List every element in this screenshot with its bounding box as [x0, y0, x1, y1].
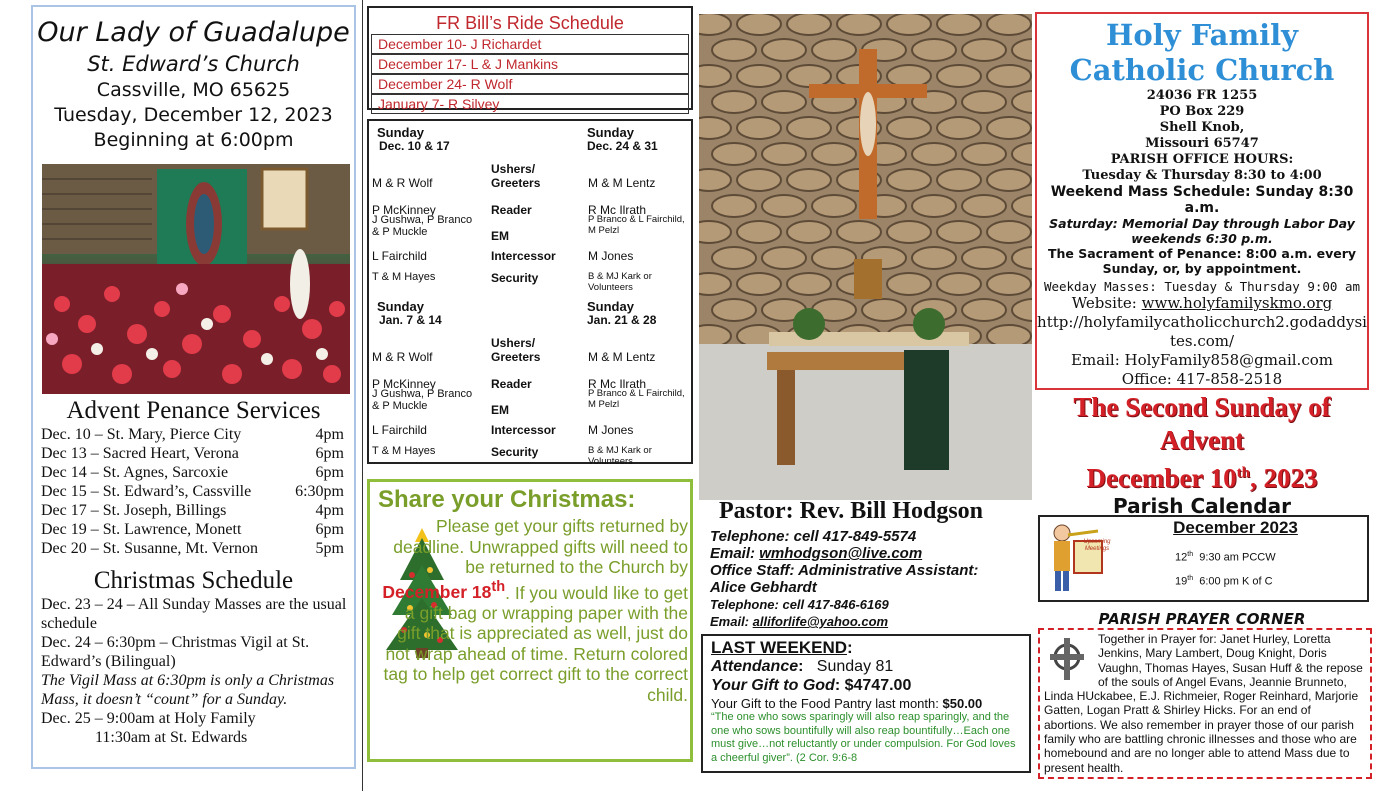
wall-stone	[762, 195, 806, 217]
pastor-panel	[699, 0, 1033, 791]
address-line: 24036 FR 1255	[1146, 88, 1258, 103]
penance-location: Dec 14 – St. Agnes, Sarcoxie	[41, 464, 229, 481]
wall-stone	[712, 247, 756, 269]
event-day: 12	[1175, 551, 1188, 564]
penance-item	[33, 463, 354, 482]
wall-stone	[737, 14, 781, 35]
wall-stone	[937, 169, 981, 191]
prayer-text: Together in Prayer for: Janet Hurley, Loretta Jenkins, Mary Lambert, Doug Knight, Doris Vaughn, Thomas Hayes, Susan Huff & the repose of the souls of Angel Evans, Jeannie Brunneto, Linda HUckabee, E.J. Richmeier, Roger Reinhard, Marjorie Gatten, Logan Pratt & Shirley Hicks. For an end of abortions. We also remember in prayer those of our parish family who are battling chronic illnesses and those who are homebound and are no longer able to attend Mass due to present health.	[1044, 632, 1363, 775]
volunteer-name: M Jones	[588, 249, 634, 263]
penance-time: 6pm	[315, 521, 344, 538]
role-label: Reader	[491, 203, 532, 217]
wall-stone	[699, 169, 731, 191]
wall-stone	[699, 117, 731, 139]
wall-stone	[762, 143, 806, 165]
email-label: Email:	[710, 614, 750, 629]
volunteer-name: L Fairchild	[372, 423, 427, 437]
penance-time: 4pm	[315, 426, 344, 443]
wall-stone	[762, 247, 806, 269]
volunteer-name: J Gushwa, P Branco & P Muckle	[372, 214, 473, 238]
calendar-banner: Upcoming Meetings	[1083, 539, 1111, 552]
event-text: 9:30 am PCCW	[1199, 551, 1276, 564]
wall-stone	[937, 117, 981, 139]
penance-item	[33, 501, 354, 520]
volunteer-name: M & R Wolf	[372, 350, 433, 364]
penance-location: Dec 20 – St. Susanne, Mt. Vernon	[41, 540, 259, 557]
wall-stone	[699, 325, 731, 347]
wall-stone	[987, 273, 1031, 295]
role-label: Intercessor	[491, 423, 556, 437]
event-day-sup: th	[1187, 575, 1194, 582]
event-time: Beginning at 6:00pm	[93, 129, 294, 151]
advent-heading	[1035, 391, 1369, 495]
share-deadline	[382, 579, 506, 603]
wall-stone	[887, 221, 931, 243]
role-label: EM	[491, 403, 509, 417]
sunday-heading: Sunday	[587, 125, 634, 140]
wall-stone	[737, 169, 781, 191]
wall-stone	[962, 247, 1006, 269]
wall-stone	[837, 221, 881, 243]
wall-stone	[812, 39, 856, 61]
penance-list	[33, 425, 354, 558]
website-label: Website:	[1071, 294, 1137, 312]
ministry-schedule	[367, 119, 693, 467]
pantry-value: $50.00	[942, 696, 983, 711]
wall-stone	[887, 273, 931, 295]
penance-item	[33, 482, 354, 501]
wall-stone	[712, 299, 756, 321]
ride-row: January 7- R Silvey	[371, 94, 689, 114]
wall-stone	[762, 39, 806, 61]
wall-stone	[962, 91, 1006, 113]
church-address	[1037, 88, 1367, 184]
website-link-2[interactable]: http://holyfamilycatholicchurch2.godaddysites.com/	[1037, 313, 1367, 350]
church-email: Email: HolyFamily858@gmail.com	[1071, 351, 1333, 369]
wall-stone	[887, 117, 931, 139]
wall-stone	[787, 169, 831, 191]
penance-location: Dec. 10 – St. Mary, Pierce City	[41, 426, 242, 443]
penance-time: 6pm	[315, 445, 344, 462]
role-label: Ushers/ Greeters	[491, 162, 541, 190]
share-christmas-box	[367, 479, 693, 762]
guadalupe-title: Our Lady of Guadalupe	[37, 17, 350, 48]
volunteer-name: J Gushwa, P Branco & P Muckle	[372, 388, 473, 412]
volunteer-name: T & M Hayes	[372, 271, 436, 283]
wall-stone	[837, 14, 881, 35]
wall-stone	[762, 91, 806, 113]
sunday-heading: Sunday	[377, 125, 424, 140]
penance-time: 6:30pm	[295, 483, 344, 500]
wall-stone	[887, 65, 931, 87]
volunteer-name: R Mc Ilrath	[588, 377, 647, 391]
altar-crucifix-photo	[699, 14, 1032, 500]
calendar-event	[1175, 575, 1273, 588]
share-body	[378, 516, 688, 705]
wall-stone	[812, 247, 856, 269]
parish-calendar	[1038, 515, 1369, 602]
wall-stone	[699, 14, 731, 35]
role-label: Reader	[491, 377, 532, 391]
gift-label: Your Gift to God	[711, 677, 835, 694]
share-body-1: Please get your gifts returned by deadline. Unwrapped gifts will need to be returned to the Church by	[393, 516, 688, 577]
sunday-heading: Sunday	[587, 299, 634, 314]
guadalupe-shrine-photo	[42, 164, 350, 394]
advent-line-2: Advent	[1159, 425, 1244, 455]
role-label: Security	[491, 271, 539, 285]
wall-stone	[987, 65, 1031, 87]
wall-stone	[887, 169, 931, 191]
wall-stone	[699, 65, 731, 87]
penance-time: 6pm	[315, 464, 344, 481]
wall-stone	[712, 143, 756, 165]
role-label: Security	[491, 445, 539, 459]
sunday-heading: Sunday	[377, 299, 424, 314]
penance-time: 5pm	[315, 540, 344, 557]
pastor-title: Pastor: Rev. Bill Hodgson	[719, 498, 984, 524]
share-deadline-sup: th	[491, 579, 506, 596]
event-date: Tuesday, December 12, 2023	[54, 104, 333, 126]
schedule-panel	[362, 0, 699, 791]
mass-schedule: Weekend Mass Schedule: Sunday 8:30 a.m.	[1050, 184, 1354, 216]
wall-stone	[812, 195, 856, 217]
sunday-dates: Jan. 7 & 14	[379, 313, 442, 327]
pastor-email-link[interactable]: wmhodgson@live.com	[759, 545, 923, 562]
volunteer-name: P McKinney	[372, 377, 436, 391]
volunteer-name: T & M Hayes	[372, 445, 436, 457]
wall-stone	[737, 221, 781, 243]
volunteer-name: M & R Wolf	[372, 176, 433, 190]
address-line: PO Box 229	[1159, 104, 1245, 119]
event-day: 19	[1175, 575, 1188, 588]
office-hours: Tuesday & Thursday 8:30 to 4:00	[1082, 168, 1322, 183]
church-title	[1037, 18, 1367, 88]
celtic-cross-icon	[1044, 636, 1094, 682]
church-office-phone: Office: 417-858-2518	[1121, 370, 1283, 388]
penance-time: 4pm	[315, 502, 344, 519]
volunteer-name: P Branco & L Fairchild, M Pelzl	[588, 388, 685, 410]
sunday-dates: Dec. 24 & 31	[587, 139, 658, 153]
penance-item	[33, 444, 354, 463]
pantry-line	[711, 696, 1021, 711]
penance-location: Dec 15 – St. Edward’s, Cassville	[41, 483, 252, 500]
ride-row: December 10- J Richardet	[371, 34, 689, 54]
wall-stone	[987, 117, 1031, 139]
ride-schedule	[367, 6, 693, 110]
volunteer-name: M & M Lentz	[588, 350, 656, 364]
wall-stone	[712, 195, 756, 217]
role-label: Ushers/ Greeters	[491, 336, 541, 364]
christmas-day-line-2: 11:30am at St. Edwards	[95, 729, 248, 746]
wall-stone	[912, 195, 956, 217]
share-body-2: . If you would like to get a gift bag or wrapping paper with the gift that is appreciated as well, just do not wrap ahead of time. Return colored tag to help get correct gift to the correct child.	[383, 582, 688, 705]
volunteer-name: L Fairchild	[372, 249, 427, 263]
volunteer-name: B & MJ Kark or Volunteers	[588, 271, 652, 293]
website-line	[1037, 294, 1367, 313]
verse-text: “The one who sows sparingly will also reap sparingly, and the one who sows bountifully will also reap bountifully…Each one must give…not reluctantly or under compulsion. For God loves a cheerful giver”.	[711, 711, 1016, 764]
wall-stone	[712, 39, 756, 61]
wall-stone	[962, 143, 1006, 165]
wall-stone	[987, 169, 1031, 191]
wall-stone	[737, 273, 781, 295]
guadalupe-panel	[31, 5, 356, 769]
attendance-value: Sunday 81	[816, 658, 894, 675]
attendance-line: Attendance: Sunday 81	[711, 658, 894, 675]
advent-date: December 10	[1086, 463, 1237, 493]
ride-row: December 24- R Wolf	[371, 74, 689, 94]
penance-item	[33, 520, 354, 539]
wall-stone	[737, 117, 781, 139]
volunteer-name: M Jones	[588, 423, 634, 437]
wall-stone	[912, 247, 956, 269]
parish-calendar-title: Parish Calendar	[1113, 494, 1291, 518]
wall-stone	[887, 14, 931, 35]
sunday-dates: Dec. 10 & 17	[379, 139, 450, 153]
penance-schedule: The Sacrament of Penance: 8:00 a.m. every Sunday, or, by appointment.	[1047, 246, 1357, 276]
pastor-info	[710, 528, 978, 630]
last-weekend-label: LAST WEEKEND	[711, 638, 847, 657]
prayer-corner-title: PARISH PRAYER CORNER	[1098, 610, 1306, 628]
wall-stone	[699, 273, 731, 295]
wall-stone	[737, 65, 781, 87]
event-text: 6:00 pm K of C	[1199, 575, 1273, 588]
advent-line-1: The Second Sunday of	[1073, 392, 1331, 422]
wall-stone	[962, 39, 1006, 61]
wall-stone	[937, 14, 981, 35]
assistant-email-line	[710, 613, 978, 630]
wall-stone	[787, 14, 831, 35]
office-hours-label: PARISH OFFICE HOURS:	[1110, 152, 1294, 167]
scripture-verse	[711, 711, 1021, 765]
role-label: EM	[491, 229, 509, 243]
ride-title: FR Bill’s Ride Schedule	[436, 13, 624, 33]
wall-stone	[962, 299, 1006, 321]
role-label: Intercessor	[491, 249, 556, 263]
christmas-title: Christmas Schedule	[93, 567, 294, 594]
gift-line: Your Gift to God: $4747.00	[711, 677, 912, 694]
penance-location: Dec 17 – St. Joseph, Billings	[41, 502, 227, 519]
attendance-label: Attendance	[711, 658, 799, 675]
volunteer-name: P McKinney	[372, 203, 436, 217]
email-label: Email:	[710, 545, 756, 562]
wall-stone	[912, 143, 956, 165]
vigil-note: The Vigil Mass at 6:30pm is only a Christmas Mass, it doesn’t “count” for a Sunday.	[41, 672, 335, 708]
gift-value: $4747.00	[844, 677, 912, 694]
office-staff: Office Staff: Administrative Assistant:	[710, 562, 979, 579]
share-title: Share your Christmas:	[378, 486, 636, 513]
church-title-line-2: Catholic Church	[1069, 53, 1335, 87]
pastor-email-line	[710, 545, 978, 562]
wall-stone	[987, 221, 1031, 243]
christmas-line: Dec. 24 – 6:30pm – Christmas Vigil at St. Edward’s (Bilingual)	[41, 634, 310, 670]
holy-family-panel	[1035, 0, 1387, 791]
last-weekend-title: LAST WEEKEND:	[711, 638, 853, 657]
pantry-label: Your Gift to the Food Pantry last month:	[711, 696, 939, 711]
sunday-dates: Jan. 21 & 28	[587, 313, 657, 327]
holy-family-box	[1035, 12, 1369, 390]
wall-stone	[712, 91, 756, 113]
penance-location: Dec 13 – Sacred Heart, Verona	[41, 445, 239, 462]
last-weekend-box	[701, 634, 1031, 773]
wall-stone	[812, 143, 856, 165]
wall-stone	[937, 221, 981, 243]
christmas-day-line: Dec. 25 – 9:00am at Holy Family	[41, 710, 256, 727]
advent-year: , 2023	[1250, 463, 1318, 493]
weekday-masses: Weekday Masses: Tuesday & Thursday 9:00 am	[1043, 279, 1361, 294]
church-name: St. Edward’s Church	[87, 52, 300, 76]
verse-ref: (2 Cor. 9:6-8	[796, 751, 858, 764]
wall-stone	[699, 221, 731, 243]
prayer-corner-box	[1038, 628, 1372, 779]
wall-stone	[787, 65, 831, 87]
advent-line-3	[1035, 457, 1369, 495]
penance-title: Advent Penance Services	[66, 397, 321, 424]
saturday-mass: Saturday: Memorial Day through Labor Day weekends 6:30 p.m.	[1049, 216, 1355, 246]
event-day-sup: th	[1187, 551, 1194, 558]
website-link[interactable]: www.holyfamilyskmo.org	[1141, 294, 1333, 312]
christmas-line: Dec. 23 – 24 – All Sunday Masses are the usual schedule	[41, 596, 347, 632]
wall-stone	[937, 65, 981, 87]
wall-stone	[787, 273, 831, 295]
assistant-email-link[interactable]: alliforlife@yahoo.com	[752, 614, 889, 629]
church-city: Cassville, MO 65625	[96, 79, 291, 101]
ride-row: December 17- L & J Mankins	[371, 54, 689, 74]
wall-stone	[787, 221, 831, 243]
wall-stone	[937, 273, 981, 295]
penance-item	[33, 425, 354, 444]
pastor-phone: Telephone: cell 417-849-5574	[710, 528, 917, 545]
wall-stone	[962, 195, 1006, 217]
assistant-phone: Telephone: cell 417-846-6169	[710, 597, 889, 612]
wall-stone	[912, 39, 956, 61]
share-deadline-text: December 18	[382, 582, 492, 603]
calendar-month: December 2023	[1173, 518, 1298, 537]
wall-stone	[987, 14, 1031, 35]
church-title-line-1: Holy Family	[1105, 18, 1299, 52]
wall-stone	[987, 325, 1031, 347]
volunteer-name: M & M Lentz	[588, 176, 656, 190]
calendar-event	[1175, 551, 1276, 564]
address-line: Shell Knob,	[1159, 120, 1245, 135]
advent-date-sup: th	[1236, 465, 1251, 481]
volunteer-name: B & MJ Kark or Volunteers	[588, 445, 652, 467]
volunteer-name: P Branco & L Fairchild, M Pelzl	[588, 214, 685, 236]
address-line: Missouri 65747	[1145, 136, 1259, 151]
wall-stone	[787, 117, 831, 139]
penance-item	[33, 539, 354, 558]
volunteer-name: R Mc Ilrath	[588, 203, 647, 217]
assistant-name: Alice Gebhardt	[710, 579, 817, 596]
wall-stone	[862, 299, 906, 321]
penance-location: Dec 19 – St. Lawrence, Monett	[41, 521, 242, 538]
